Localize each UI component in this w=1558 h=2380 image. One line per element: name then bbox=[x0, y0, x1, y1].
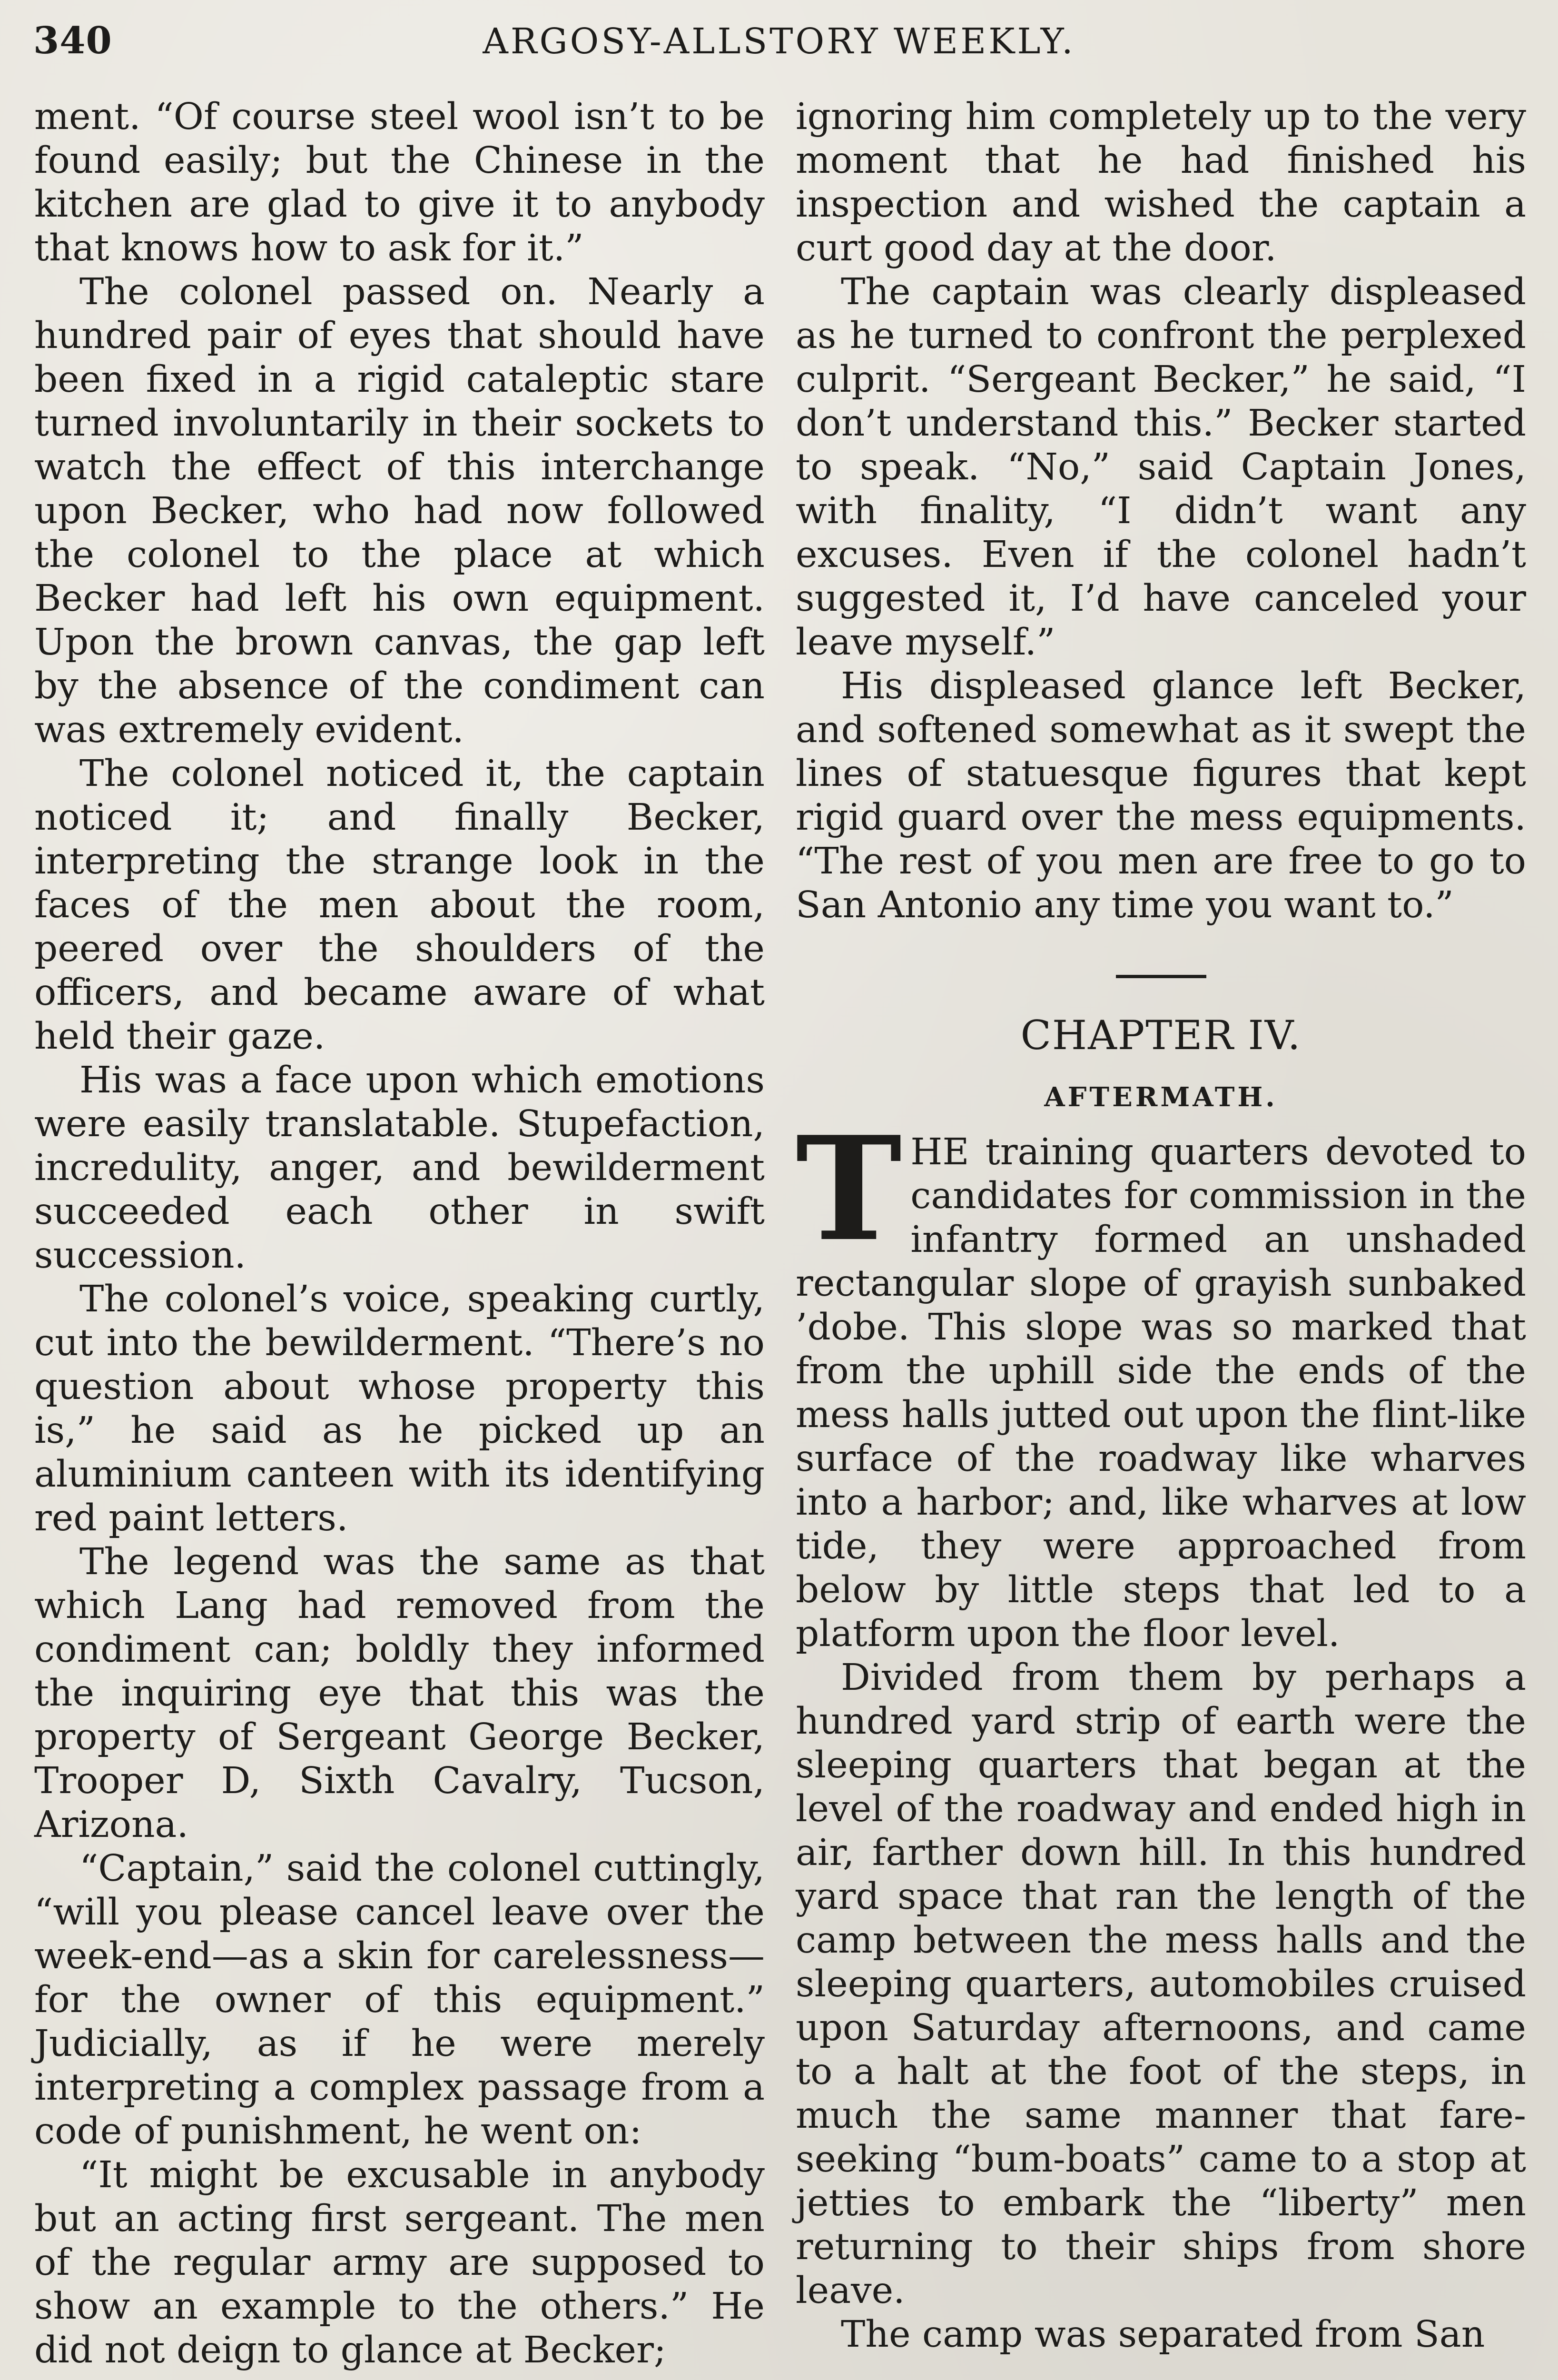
left-column bbox=[34, 95, 765, 2372]
drop-cap: T bbox=[796, 1105, 902, 1273]
page-header bbox=[33, 14, 1525, 67]
section-divider bbox=[1116, 975, 1206, 978]
paragraph: The legend was the same as that which Lang had removed from the condiment can; boldly they informed the inquiring eye that this was the property of Sergeant George Becker, Trooper D, Sixth Cavalry, Tucson, Arizona. bbox=[34, 1541, 765, 1846]
paragraph: His was a face upon which emotions were easily translatable. Stupefaction, incredulity, anger, and bewilderment succeeded each other in swift succession. bbox=[34, 1059, 765, 1277]
right-column bbox=[796, 95, 1526, 2357]
paragraph: “It might be excusable in anybody but an acting first sergeant. The men of the regular army are supposed to show an example to the others.” He did not deign to glance at Becker; bbox=[34, 2154, 765, 2371]
paragraph: The colonel noticed it, the captain noticed it; and finally Becker, interpreting the strange look in the faces of the men about the room, peered over the shoulders of the officers, and became aware of what held their gaze. bbox=[34, 753, 765, 1058]
page-number: 340 bbox=[33, 19, 112, 62]
running-head: ARGOSY-ALLSTORY WEEKLY. bbox=[483, 21, 1075, 62]
paragraph: The camp was separated from San bbox=[841, 2313, 1485, 2356]
chapter-opening-paragraph bbox=[796, 1105, 1526, 1656]
paragraph: The colonel passed on. Nearly a hundred pair of eyes that should have been fixed in a rigid cataleptic stare turned involuntarily in their sockets to watch the effect of this interchange upon Becker, who had now followed the colonel to the place at which Becker had left his own equipment. Upon the brown canvas, the gap left by the absence of the condiment can was extremely evident. bbox=[34, 271, 765, 751]
paragraph: The captain was clearly displeased as he turned to confront the perplexed culprit. “Sergeant Becker,” he said, “I don’t understand this.” Becker started to speak. “No,” said Captain Jones, with finality, “I didn’t want any excuses. Even if the colonel hadn’t suggested it, I’d have canceled your leave myself.” bbox=[796, 271, 1526, 664]
paragraph: “Captain,” said the colonel cuttingly, “will you please cancel leave over the week-end—as a skin for carelessness—for the owner of this equipment.” Judicially, as if he were merely interpreting a complex passage from a code of punishment, he went on: bbox=[34, 1847, 765, 2152]
chapter-opening-text: HE training quarters devoted to candidates for commission in the infantry formed an unshaded rectangular slope of grayish sunbaked ’dobe. This slope was so marked that from the uphill side the ends of the mess halls jutted out upon the flint-like surface of the roadway like wharves into a harbor; and, like wharves at low tide, they were approached from below by little steps that led to a platform upon the floor level. bbox=[796, 1131, 1526, 1655]
chapter-subtitle: AFTERMATH. bbox=[1044, 1081, 1278, 1113]
paragraph: ment. “Of course steel wool isn’t to be found easily; but the Chinese in the kitchen are glad to give it to anybody that knows how to ask for it.” bbox=[34, 96, 765, 269]
chapter-title: CHAPTER IV. bbox=[1020, 1012, 1302, 1059]
paragraph: The colonel’s voice, speaking curtly, cut into the bewilderment. “There’s no question about whose property this is,” he said as he picked up an aluminium canteen with its identifying red paint letters. bbox=[34, 1278, 765, 1539]
paragraph: ignoring him completely up to the very moment that he had finished his inspection and wished the captain a curt good day at the door. bbox=[796, 96, 1526, 269]
paragraph: His displeased glance left Becker, and softened somewhat as it swept the lines of statuesque figures that kept rigid guard over the mess equipments. “The rest of you men are free to go to San Antonio any time you want to.” bbox=[796, 665, 1526, 926]
paragraph: Divided from them by perhaps a hundred yard strip of earth were the sleeping quarters that began at the level of the roadway and ended high in air, farther down hill. In this hundred yard space that ran the length of the camp between the mess halls and the sleeping quarters, automobiles cruised upon Saturday afternoons, and came to a halt at the foot of the steps, in much the same manner that fare-seeking “bum-boats” came to a stop at jetties to embark the “liberty” men returning to their ships from shore leave. bbox=[796, 1656, 1526, 2312]
